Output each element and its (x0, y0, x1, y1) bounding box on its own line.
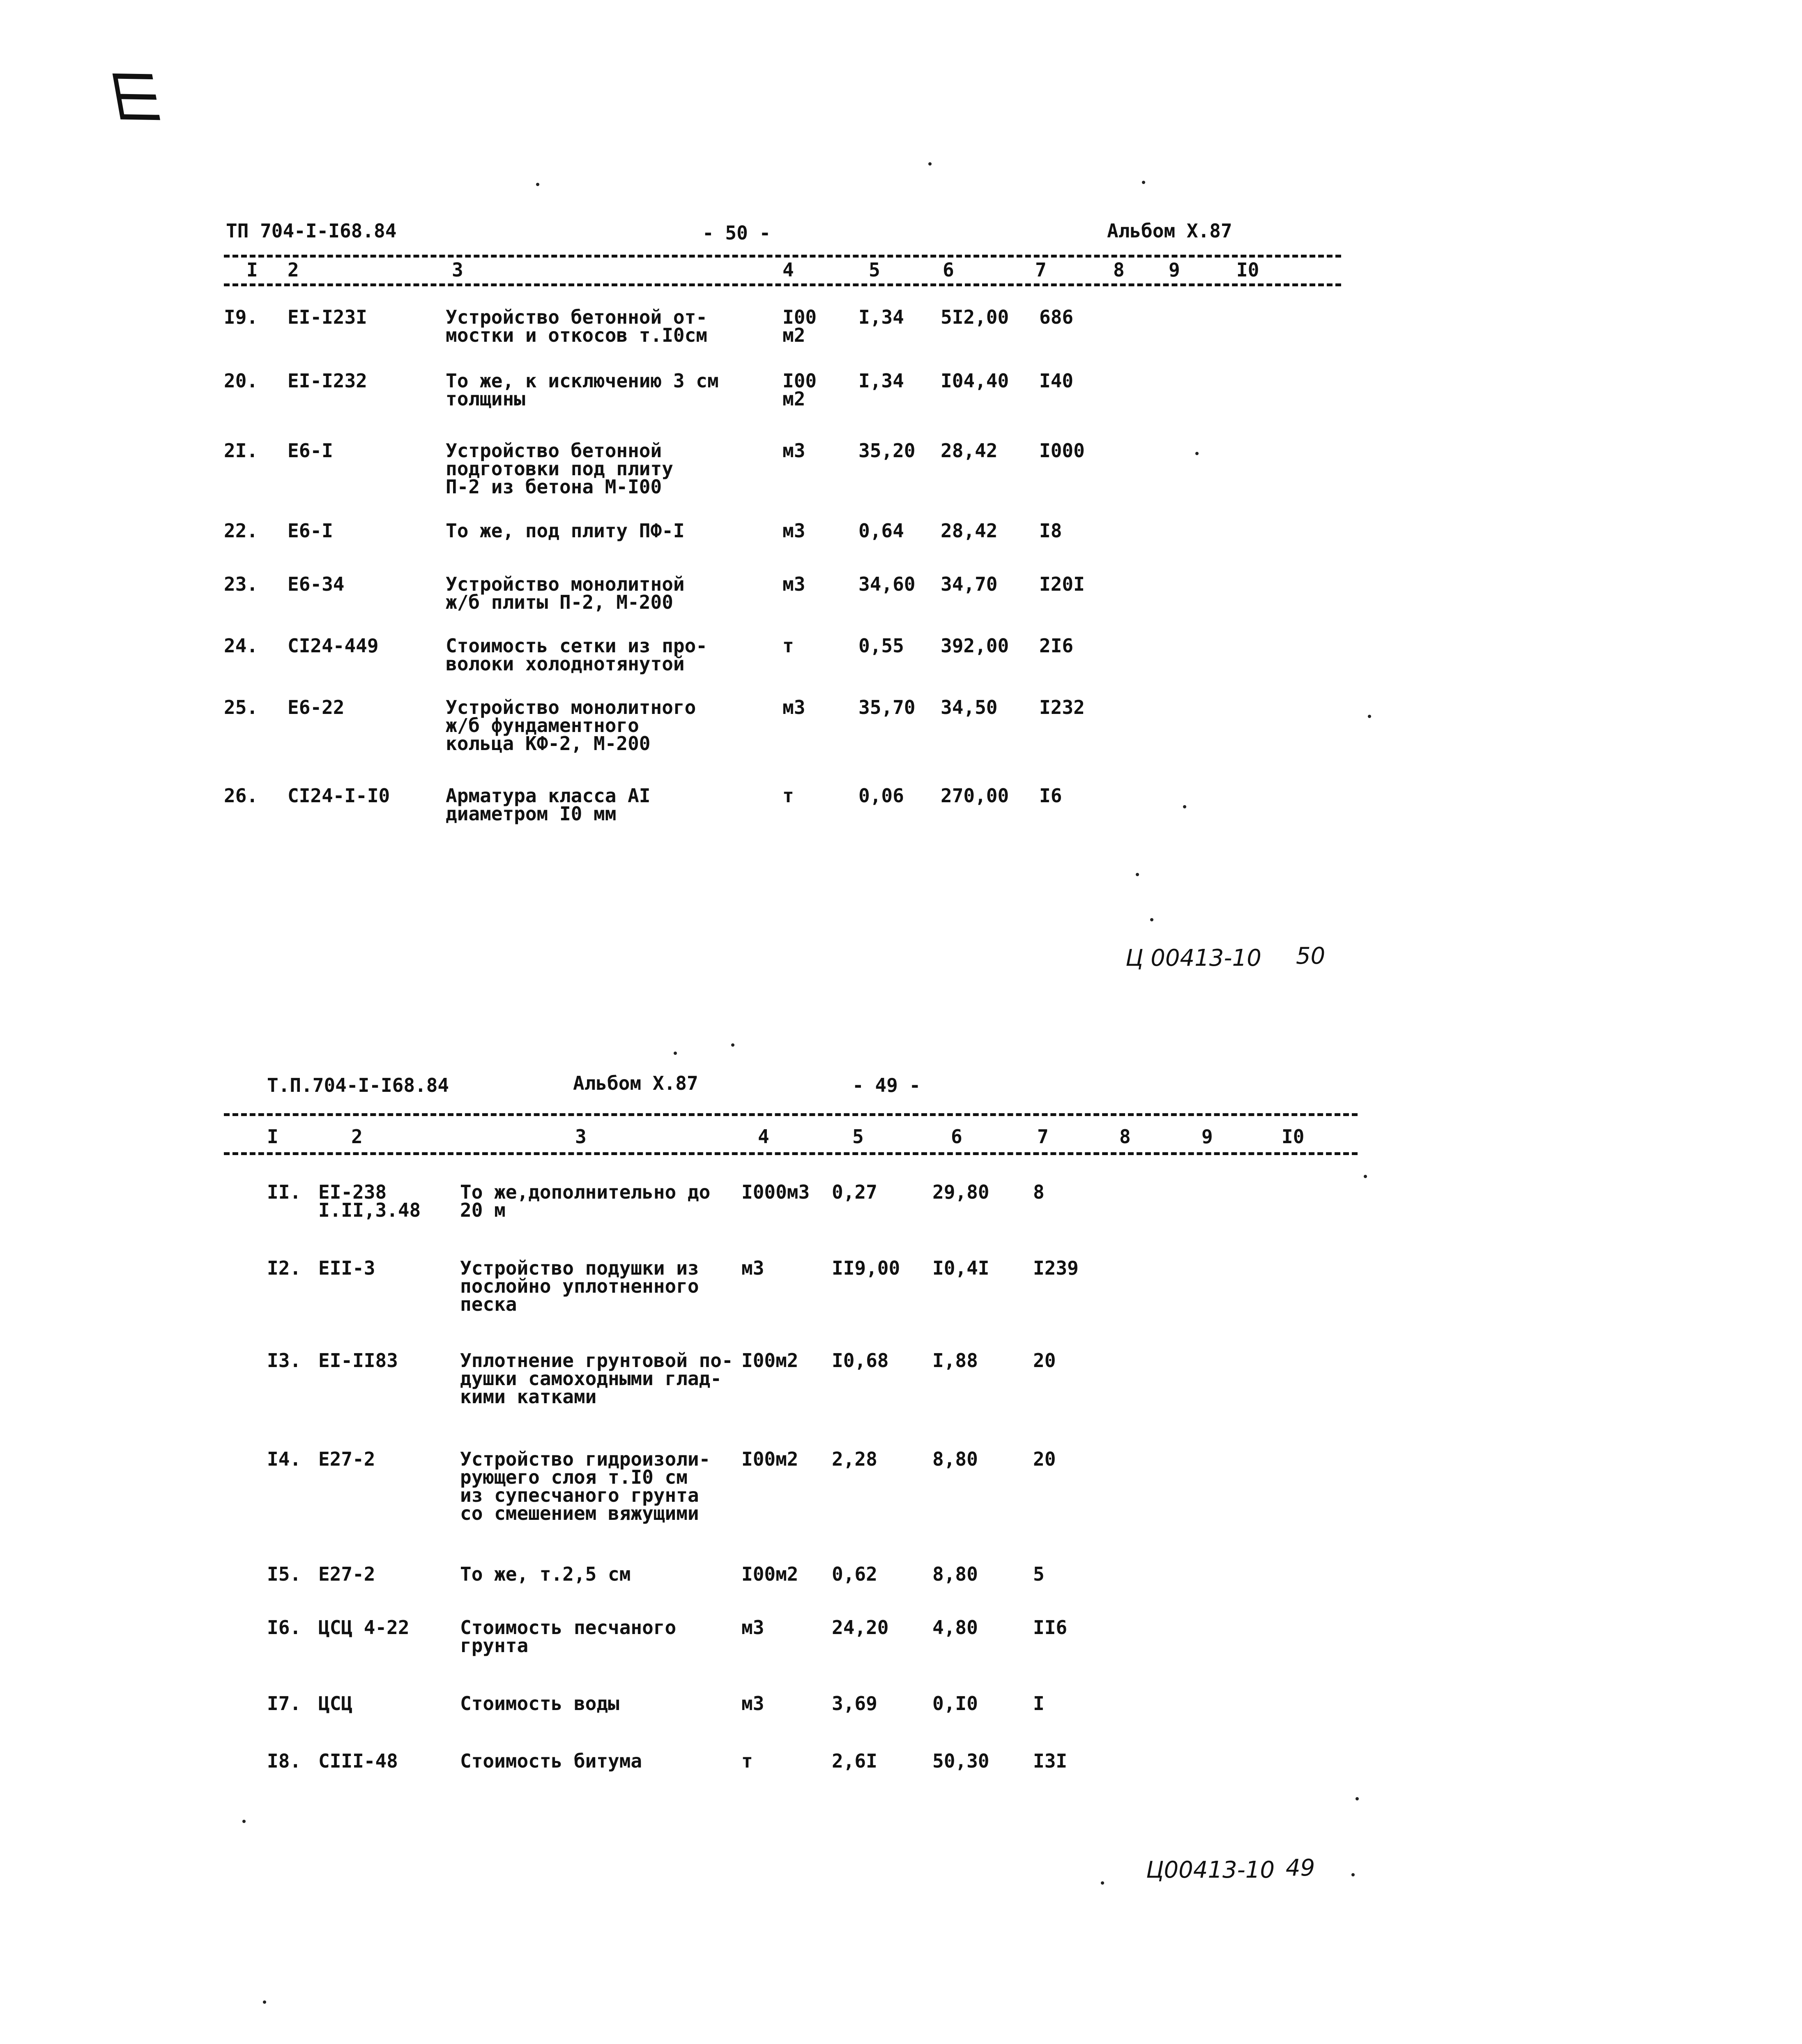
unit-line: м3 (782, 520, 805, 542)
total-cost: I6 (1039, 785, 1062, 807)
work-description-line: толщины (446, 388, 525, 410)
work-description-line: То же,дополнительно до (460, 1181, 711, 1203)
quantity: 0,64 (858, 520, 904, 542)
work-description-line: мостки и откосов т.I0см (446, 324, 707, 346)
unit-price: 270,00 (941, 785, 1009, 807)
work-description (446, 308, 741, 344)
work-description (460, 1259, 756, 1313)
work-description-line: со смешением вяжущими (460, 1502, 699, 1524)
scan-speck (242, 1820, 246, 1823)
work-description-line: Устройство бетонной от- (446, 306, 707, 328)
scan-speck (263, 2000, 266, 2004)
norm-code (318, 1259, 454, 1277)
column-header-7: 7 (1035, 259, 1047, 281)
unit: м3 (741, 1692, 764, 1715)
unit-price: 8,80 (932, 1563, 978, 1585)
unit (782, 787, 832, 805)
scan-speck (674, 1052, 677, 1055)
norm-code: EI-I232 (288, 370, 367, 392)
total-cost: I8 (1039, 520, 1062, 542)
work-description-line: грунта (460, 1634, 529, 1657)
column-header-8: 8 (1119, 1126, 1131, 1148)
norm-code-line: ЦСЦ (318, 1692, 353, 1715)
norm-code (318, 1183, 454, 1219)
quantity: 35,70 (858, 696, 916, 718)
unit-line: м2 (782, 388, 805, 410)
work-description-line: Стоимость песчаного (460, 1616, 677, 1639)
norm-code (318, 1565, 454, 1583)
work-description-line: Уплотнение грунтовой по- (460, 1349, 733, 1372)
total-cost: 686 (1039, 306, 1074, 328)
work-description-line: послойно уплотненного (460, 1275, 699, 1297)
unit-line: м2 (782, 324, 805, 346)
unit-price: 29,80 (932, 1181, 990, 1203)
scan-speck (1351, 1873, 1355, 1876)
quantity: I,34 (858, 306, 904, 328)
column-header-1: I (267, 1126, 278, 1148)
unit-price: 28,42 (941, 440, 998, 462)
unit (782, 575, 832, 593)
work-description (446, 637, 741, 673)
unit-price: 5I2,00 (941, 306, 1009, 328)
scan-speck (1195, 452, 1199, 455)
unit: I00м2 (741, 1563, 799, 1585)
column-header-8: 8 (1113, 259, 1125, 281)
work-description (460, 1694, 756, 1713)
column-header-2: 2 (288, 259, 299, 281)
norm-code: E6-22 (288, 696, 345, 718)
row-number: I5. (267, 1563, 301, 1585)
scan-speck (536, 183, 539, 186)
column-header-9: 9 (1201, 1126, 1213, 1148)
row-number: 22. (224, 520, 258, 542)
document-code: Т.П.704-I-I68.84 (267, 1074, 449, 1096)
row-number: 26. (224, 785, 258, 807)
album-label: Альбом X.87 (1107, 220, 1232, 242)
quantity: 24,20 (832, 1616, 889, 1639)
unit (782, 442, 832, 460)
unit-line: т (782, 785, 794, 807)
work-description (460, 1752, 756, 1770)
unit-price: I0,4I (932, 1257, 990, 1279)
column-header-5: 5 (852, 1126, 864, 1148)
unit-price: 8,80 (932, 1448, 978, 1470)
work-description (446, 698, 741, 753)
unit: I000м3 (741, 1181, 810, 1203)
norm-code: E6-I (288, 520, 333, 542)
quantity: 3,69 (832, 1692, 877, 1715)
page-number: - 49 - (852, 1074, 921, 1096)
total-cost: I232 (1039, 696, 1085, 718)
total-cost: 8 (1033, 1181, 1045, 1203)
norm-code-line: EI-II83 (318, 1349, 398, 1372)
norm-code-line: E27-2 (318, 1563, 375, 1585)
unit-price: I04,40 (941, 370, 1009, 392)
work-description-line: Устройство подушки из (460, 1257, 699, 1279)
scan-speck (1183, 805, 1186, 808)
unit: I00м2 (741, 1448, 799, 1470)
scan-speck (1356, 1797, 1359, 1800)
quantity: I0,68 (832, 1349, 889, 1372)
unit (782, 698, 832, 716)
column-header-3: 3 (452, 259, 463, 281)
work-description-line: волоки холоднотянутой (446, 653, 685, 675)
work-description (460, 1183, 756, 1219)
unit: м3 (741, 1257, 764, 1279)
work-description-line: кими катками (460, 1386, 597, 1408)
table-top-rule (224, 1113, 1358, 1116)
scan-speck (1136, 873, 1139, 876)
unit-price: 34,70 (941, 573, 998, 595)
row-number: I2. (267, 1257, 301, 1279)
unit (782, 637, 832, 655)
norm-code (318, 1752, 454, 1770)
total-cost: I239 (1033, 1257, 1079, 1279)
norm-code-line: EII-3 (318, 1257, 375, 1279)
row-number: I3. (267, 1349, 301, 1372)
archive-page-number: 49 (1286, 1855, 1315, 1881)
unit: м3 (741, 1616, 764, 1639)
archive-stamp-number: Ц 00413-10 (1125, 945, 1261, 971)
unit-line: I00 (782, 370, 817, 392)
column-header-5: 5 (869, 259, 880, 281)
norm-code (318, 1694, 454, 1713)
column-header-9: 9 (1169, 259, 1180, 281)
unit-price: 28,42 (941, 520, 998, 542)
unit-price: I,88 (932, 1349, 978, 1372)
work-description-line: Устройство монолитной (446, 573, 685, 595)
row-number: I4. (267, 1448, 301, 1470)
norm-code: E6-I (288, 440, 333, 462)
work-description-line: Устройство гидроизоли- (460, 1448, 711, 1470)
unit (782, 522, 832, 540)
scan-speck (1101, 1881, 1104, 1885)
total-cost: 20 (1033, 1349, 1056, 1372)
quantity: 2,6I (832, 1750, 877, 1772)
work-description-line: душки самоходными глад- (460, 1367, 722, 1390)
row-number: I7. (267, 1692, 301, 1715)
total-cost: I40 (1039, 370, 1074, 392)
unit-line: т (782, 635, 794, 657)
work-description-line: Стоимость воды (460, 1692, 619, 1715)
work-description (460, 1450, 756, 1522)
work-description-line: Стоимость битума (460, 1750, 642, 1772)
archive-page-number: 50 (1296, 943, 1326, 969)
work-description-line: П-2 из бетона М-I00 (446, 476, 662, 498)
table-header-rule (224, 1152, 1358, 1155)
column-header-6: 6 (951, 1126, 962, 1148)
corner-handwritten-mark: Ш (99, 63, 171, 131)
unit-price: 0,I0 (932, 1692, 978, 1715)
work-description-line: кольца КФ-2, М-200 (446, 732, 651, 755)
unit-line: м3 (782, 696, 805, 718)
total-cost: II6 (1033, 1616, 1068, 1639)
album-label: Альбом X.87 (573, 1072, 698, 1094)
row-number: 25. (224, 696, 258, 718)
total-cost: 20 (1033, 1448, 1056, 1470)
work-description (460, 1565, 756, 1583)
row-number: 23. (224, 573, 258, 595)
work-description-line: Устройство бетонной (446, 440, 662, 462)
column-header-4: 4 (782, 259, 794, 281)
unit-price: 34,50 (941, 696, 998, 718)
norm-code (318, 1351, 454, 1370)
norm-code-line: ЦСЦ 4-22 (318, 1616, 410, 1639)
unit: I00м2 (741, 1349, 799, 1372)
norm-code-line: I.II,3.48 (318, 1199, 421, 1221)
total-cost: I20I (1039, 573, 1085, 595)
work-description-line: ж/б плиты П-2, М-200 (446, 591, 673, 613)
row-number: I6. (267, 1616, 301, 1639)
norm-code-line: E27-2 (318, 1448, 375, 1470)
work-description-line: То же, к исключению 3 см (446, 370, 719, 392)
quantity: 0,06 (858, 785, 904, 807)
quantity: 0,27 (832, 1181, 877, 1203)
work-description-line: 20 м (460, 1199, 506, 1221)
work-description-line: песка (460, 1293, 517, 1315)
row-number: I9. (224, 306, 258, 328)
norm-code (318, 1450, 454, 1468)
quantity: I,34 (858, 370, 904, 392)
scan-speck (1364, 1175, 1367, 1178)
unit-line: м3 (782, 573, 805, 595)
unit-line: I00 (782, 306, 817, 328)
work-description (446, 575, 741, 611)
total-cost: I3I (1033, 1750, 1068, 1772)
work-description (460, 1618, 756, 1655)
scan-speck (1368, 715, 1371, 718)
unit-price: 392,00 (941, 635, 1009, 657)
work-description-line: То же, т.2,5 см (460, 1563, 631, 1585)
unit-line: м3 (782, 440, 805, 462)
norm-code: EI-I23I (288, 306, 367, 328)
work-description-line: ж/б фундаментного (446, 714, 639, 737)
work-description-line: Арматура класса АI (446, 785, 651, 807)
work-description (446, 787, 741, 823)
work-description (446, 442, 741, 496)
column-header-1: I (246, 259, 258, 281)
column-header-10: I0 (1282, 1126, 1305, 1148)
column-header-2: 2 (351, 1126, 363, 1148)
norm-code: CI24-449 (288, 635, 379, 657)
total-cost: I (1033, 1692, 1045, 1715)
row-number: 20. (224, 370, 258, 392)
row-number: 2I. (224, 440, 258, 462)
column-header-10: I0 (1236, 259, 1259, 281)
unit (782, 372, 832, 408)
norm-code: CI24-I-I0 (288, 785, 390, 807)
scan-speck (1142, 181, 1145, 184)
quantity: 0,55 (858, 635, 904, 657)
column-header-3: 3 (575, 1126, 587, 1148)
unit: т (741, 1750, 753, 1772)
page-number: - 50 - (702, 222, 771, 244)
row-number: I8. (267, 1750, 301, 1772)
quantity: 0,62 (832, 1563, 877, 1585)
row-number: 24. (224, 635, 258, 657)
column-header-6: 6 (943, 259, 954, 281)
quantity: 34,60 (858, 573, 916, 595)
quantity: II9,00 (832, 1257, 900, 1279)
work-description (446, 372, 741, 408)
total-cost: 5 (1033, 1563, 1045, 1585)
quantity: 35,20 (858, 440, 916, 462)
work-description-line: рующего слоя т.I0 см (460, 1466, 688, 1488)
norm-code: E6-34 (288, 573, 345, 595)
archive-stamp-number: Ц00413-10 (1146, 1857, 1275, 1883)
document-code: ТП 704-I-I68.84 (226, 220, 397, 242)
column-header-4: 4 (758, 1126, 769, 1148)
scan-speck (1150, 918, 1153, 921)
unit (782, 308, 832, 344)
work-description-line: диаметром I0 мм (446, 803, 617, 825)
work-description (460, 1351, 756, 1406)
work-description-line: Устройство монолитного (446, 696, 696, 718)
work-description (446, 522, 741, 540)
quantity: 2,28 (832, 1448, 877, 1470)
work-description-line: То же, под плиту ПФ-I (446, 520, 685, 542)
column-header-7: 7 (1037, 1126, 1049, 1148)
work-description-line: из супесчаного грунта (460, 1484, 699, 1506)
norm-code-line: CIII-48 (318, 1750, 398, 1772)
table-header-rule (224, 283, 1341, 286)
scan-speck (731, 1043, 734, 1047)
work-description-line: подготовки под плиту (446, 458, 673, 480)
work-description-line: Стоимость сетки из про- (446, 635, 707, 657)
norm-code-line: EI-238 (318, 1181, 387, 1203)
total-cost: I000 (1039, 440, 1085, 462)
unit-price: 50,30 (932, 1750, 990, 1772)
table-top-rule (224, 255, 1341, 258)
scan-speck (928, 162, 932, 166)
unit-price: 4,80 (932, 1616, 978, 1639)
norm-code (318, 1618, 454, 1637)
row-number: II. (267, 1181, 301, 1203)
total-cost: 2I6 (1039, 635, 1074, 657)
